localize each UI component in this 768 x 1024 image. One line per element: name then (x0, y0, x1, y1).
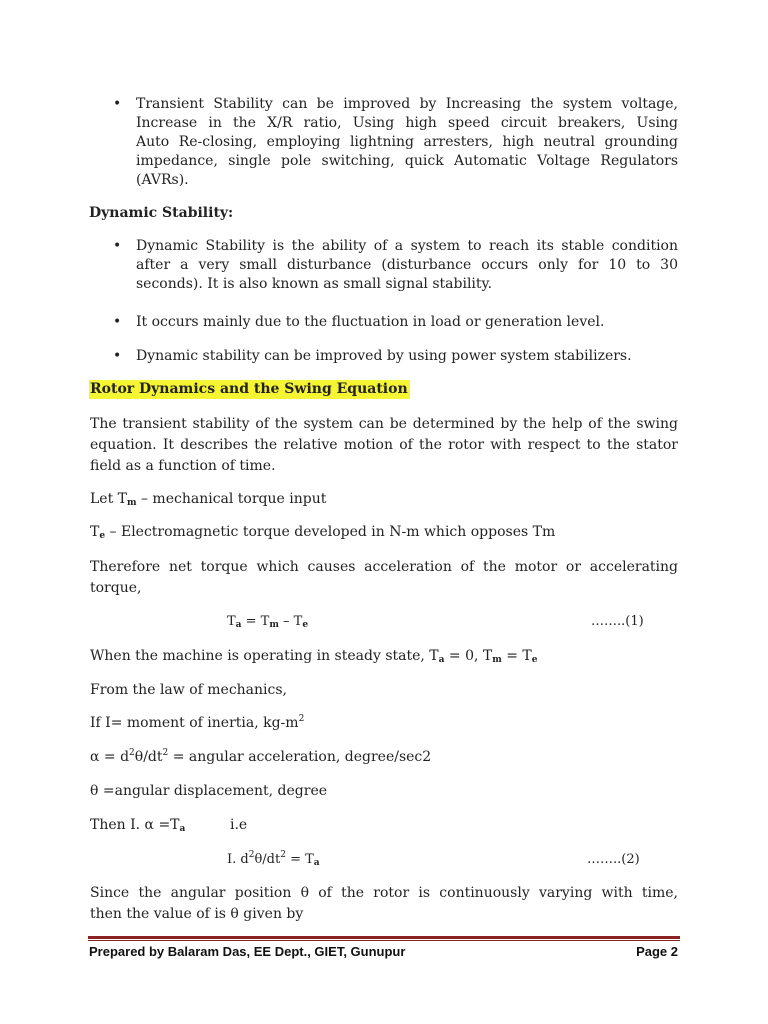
paragraph-dynamic-cause: It occurs mainly due to the fluctuation in load or generation level. (136, 314, 605, 330)
text-line: Since the angular position θ of the rotor is continuously varying with time, (90, 885, 678, 901)
bullet-dot: • (113, 238, 122, 254)
definition-inertia: If I= moment of inertia, $kg-m^2$ (90, 714, 305, 731)
bullet-dot: • (113, 96, 122, 112)
ie-text: i.e (230, 817, 248, 833)
definition-te: $T_e$ – Electromagnetic torque developed in N-m which opposes Tm (90, 524, 556, 541)
definition-theta: θ =angular displacement, degree (90, 783, 328, 799)
paragraph-dynamic-improvement: Dynamic stability can be improved by using power system stabilizers. (136, 348, 632, 364)
equation-2-number: ……..(2) (587, 852, 640, 867)
footer-page-number: Page 2 (636, 944, 678, 959)
equation-1-number: ……..(1) (591, 614, 644, 629)
equation-2: I. $d^2\theta/dt^2 = T_a$ (227, 850, 320, 868)
steady-state-condition: When the machine is operating in steady state, $T_a = 0$, $T_m = T_e$ (90, 648, 538, 665)
paragraph-dynamic-definition (136, 237, 678, 294)
text-line: Increase in the X/R ratio, Using high speed circuit breakers, Using (136, 115, 678, 131)
then-statement: Then I. $\alpha =T_a$ (90, 817, 186, 834)
text-line: Dynamic Stability is the ability of a system to reach its stable condition (136, 238, 678, 254)
equation-1: $T_a = T_m - T_e$ (227, 614, 309, 630)
text-line: seconds). It is also known as small signal stability. (136, 276, 493, 292)
law-of-mechanics: From the law of mechanics, (90, 682, 287, 698)
text-line: The transient stability of the system can be determined by the help of the swing (90, 416, 678, 432)
text-line: Transient Stability can be improved by Increasing the system voltage, (136, 96, 678, 112)
text-line: impedance, single pole switching, quick Automatic Voltage Regulators (136, 153, 678, 169)
text-line: equation. It describes the relative motion of the rotor with respect to the stator (90, 437, 678, 453)
definition-alpha: $\alpha = d^2\theta/dt^2$ = angular acceleration, degree/sec2 (90, 748, 432, 765)
footer-rule-thick (88, 936, 680, 939)
bullet-dot: • (113, 348, 122, 364)
text-line: then the value of is θ given by (90, 906, 304, 922)
text-line: field as a function of time. (90, 458, 276, 474)
definition-tm: Let $T_m$ – mechanical torque input (90, 491, 327, 508)
text-line: Therefore net torque which causes acceleration of the motor or accelerating (90, 559, 678, 575)
footer-author: Prepared by Balaram Das, EE Dept., GIET, Gunupur (89, 944, 406, 959)
bullet-dot: • (113, 314, 122, 330)
paragraph-swing-intro (90, 414, 678, 477)
text-line: torque, (90, 580, 142, 596)
paragraph-net-torque (90, 557, 678, 599)
highlighted-heading-text: Rotor Dynamics and the Swing Equation (90, 381, 408, 397)
text-line: after a very small disturbance (disturbance occurs only for 10 to 30 (136, 257, 678, 273)
paragraph-transient-improvement (136, 95, 678, 190)
text-line: Auto Re-closing, employing lightning arresters, high neutral grounding (136, 134, 678, 150)
section-heading-rotor-dynamics (89, 380, 410, 399)
text-line: (AVRs). (136, 172, 189, 188)
section-heading-dynamic-stability: Dynamic Stability: (89, 205, 234, 221)
footer-rule-thin (88, 940, 680, 941)
paragraph-angular-position (90, 883, 678, 925)
